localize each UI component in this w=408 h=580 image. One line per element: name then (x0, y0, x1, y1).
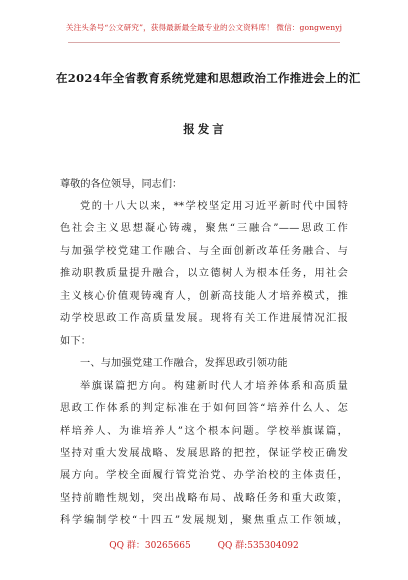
body-line: 与加强学校党建工作融合、与全面创新改革任务融合、与 (60, 245, 348, 257)
body-line: 党的十八大以来，**学校坚定用习近平新时代中国特 (80, 201, 348, 212)
body-line: 坚持前瞻性规划，突出战略布局、战略任务和重大政策， (60, 492, 348, 504)
footer-qq-group-2: QQ 群:535304092 (217, 541, 299, 551)
body-line: 坚持对重大发展战略、发展思路的把控，保证学校正确发 (60, 447, 348, 459)
body-line: 如下： (60, 335, 92, 347)
body-line: 动学校思政工作高质量发展。现将有关工作进展情况汇报 (60, 313, 348, 325)
body-line: 样培养人、为谁培养人”这个根本问题。学校举旗谋篇， (60, 425, 348, 437)
header-divider (68, 42, 340, 43)
footer-qq-group-1: QQ 群：30265665 (109, 541, 191, 551)
document-title-line-1: 在2024年全省教育系统党建和思想政治工作推进会上的汇 (56, 71, 361, 85)
body-line: 色社会主义思想凝心铸魂，聚焦“三融合”——思政工作 (60, 223, 348, 235)
body-line: 举旗谋篇把方向。构建新时代人才培养体系和高质量 (80, 380, 348, 392)
body-line: 思政工作体系的判定标准在于如何回答“培养什么人、怎 (60, 403, 348, 415)
body-line: 展方向。学校全面履行管党治党、办学治校的主体责任， (60, 470, 348, 482)
section-heading: 一、与加强党建工作融合，发挥思政引领功能 (80, 358, 288, 370)
body-line: 主义核心价值观铸魂育人，创新高技能人才培养模式，推 (60, 290, 348, 302)
body-line: 推动职教质量提升融合，以立德树人为根本任务，用社会 (60, 268, 348, 280)
body-line: 科学编制学校“十四五”发展规划，聚焦重点工作领域， (60, 515, 348, 527)
document-title-line-2: 报发言 (183, 122, 227, 136)
header-banner: 关注头条号“公文研究”，获得最新最全最专业的公文资料库！ 微信：gongwenyj (65, 23, 343, 32)
footer (0, 538, 408, 551)
salutation: 尊敬的各位领导，同志们： (60, 179, 183, 190)
